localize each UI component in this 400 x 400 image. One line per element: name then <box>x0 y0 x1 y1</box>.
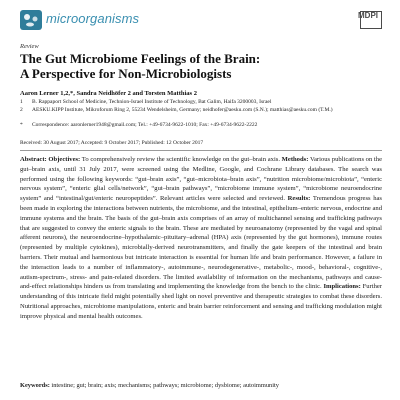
title-line-1: The Gut Microbiome Feelings of the Brain: <box>20 51 261 66</box>
methods-label: Methods: <box>281 156 309 163</box>
affiliation-number: 1 <box>20 99 23 105</box>
journal-name[interactable]: microorganisms <box>46 11 140 26</box>
article-type: Review <box>20 43 39 50</box>
implications-text: Further understanding of this intricate field might potentially shed light on novel preventive and therapeutic strategies to combat these disorders. Nutritional approaches, microbiome manipulations, enteric and brain barrier reinforcement and sensing and trafficking modulation might improve physical and mental health outcomes. <box>20 283 382 320</box>
keywords-label: Keywords: <box>20 382 50 389</box>
affiliation-1 <box>20 99 382 106</box>
correspondence-marker: * <box>20 122 23 128</box>
microorganisms-logo-icon <box>20 10 42 30</box>
affiliation-text: B. Rappaport School of Medicine, Technion-Israel Institute of Technology, Bat Galim, Haifa 3200003, Israel <box>32 99 272 105</box>
divider <box>20 150 382 151</box>
methods-text: Various publications on the gut–brain axis, until 31 July 2017, were screened using the Medline, Google, and Cochrane Library databases. The search was performed using the following keywords: “gut–brain axis”, “gut–microbiota–brain axis”, “nutrition microbiome/microbiota”, “enteric nervous system”, “enteric glial cells/network”, “gut–brain pathways”, “microbiome immune system”, “microbiome neuroendocrine system” and “intestinal/gut/enteric neuropeptides”. Relevant articles were selected and reviewed. <box>20 156 382 203</box>
keywords-text: intestine; gut; brain; axis; mechanisms; pathways; microbiome; dysbiome; autoimmunity <box>49 382 279 389</box>
publisher-name: MDPI <box>358 11 378 20</box>
publication-dates: Received: 30 August 2017; Accepted: 9 October 2017; Published: 12 October 2017 <box>20 140 204 146</box>
author-list[interactable]: Aaron Lerner 1,2,*, Sandra Neidhöfer 2 and Torsten Matthias 2 <box>20 90 197 97</box>
affiliation-text[interactable]: AESKU.KIPP Institute, Mikroforum Ring 2, 55234 Wendelsheim, Germany; neidhofer@aesku.com (S.N.); matthias@aesku.com (T.M.) <box>32 107 333 113</box>
results-text: Tremendous progress has been made in exploring the interactions between nutrients, the microbiome, and the intestinal, epithelium–enteric nervous, endocrine and immune systems and the brain. The basis of the gut–brain axis comprises of an array of multichannel sensing and trafficking pathways that are suggested to convey the enteric signals to the brain. These are mediated by neuroanatomy (represented by the vagal and spinal afferent neurons), the neuroendocrine–hypothalamic–pituitary–adrenal (HPA) axis (represented by the gut hormones), immune routes (represented by multiple cytokines), microbially-derived neurotransmitters, and finally the gate keepers of the intestinal and brain barriers. Their mutual and harmonious but intricate interaction is essential for human life and brain performance. However, a failure in the interaction leads to a number of inflammatory-, autoimmune-, neurodegenerative-, metabolic-, mood-, behavioral-, cognitive-, autism-spectrum-, stress- and pain-related disorders. The limited availability of information on the mechanisms, pathways and cause-and-effect relationships hinders us from translating and implementing the knowledge from the bench to the clinic. <box>20 195 382 291</box>
keywords <box>20 381 382 390</box>
affiliation-2 <box>20 107 382 114</box>
correspondence-text[interactable]: Correspondence: aaronlerner1948@gmail.com; Tel.: +49-6734-9622-1010; Fax: +49-6734-9622-2222 <box>32 122 258 128</box>
title-line-2: A Perspective for Non-Microbiologists <box>20 66 232 81</box>
journal-header <box>20 8 382 34</box>
implications-label: Implications: <box>323 283 361 291</box>
affiliation-number: 2 <box>20 107 23 113</box>
article-title <box>20 51 382 81</box>
objectives-text: To comprehensively review the scientific knowledge on the gut–brain axis. <box>80 156 280 163</box>
objectives-label: Abstract: Objectives: <box>20 156 81 163</box>
results-label: Results: <box>287 195 311 203</box>
correspondence <box>20 122 382 129</box>
abstract <box>20 155 382 322</box>
